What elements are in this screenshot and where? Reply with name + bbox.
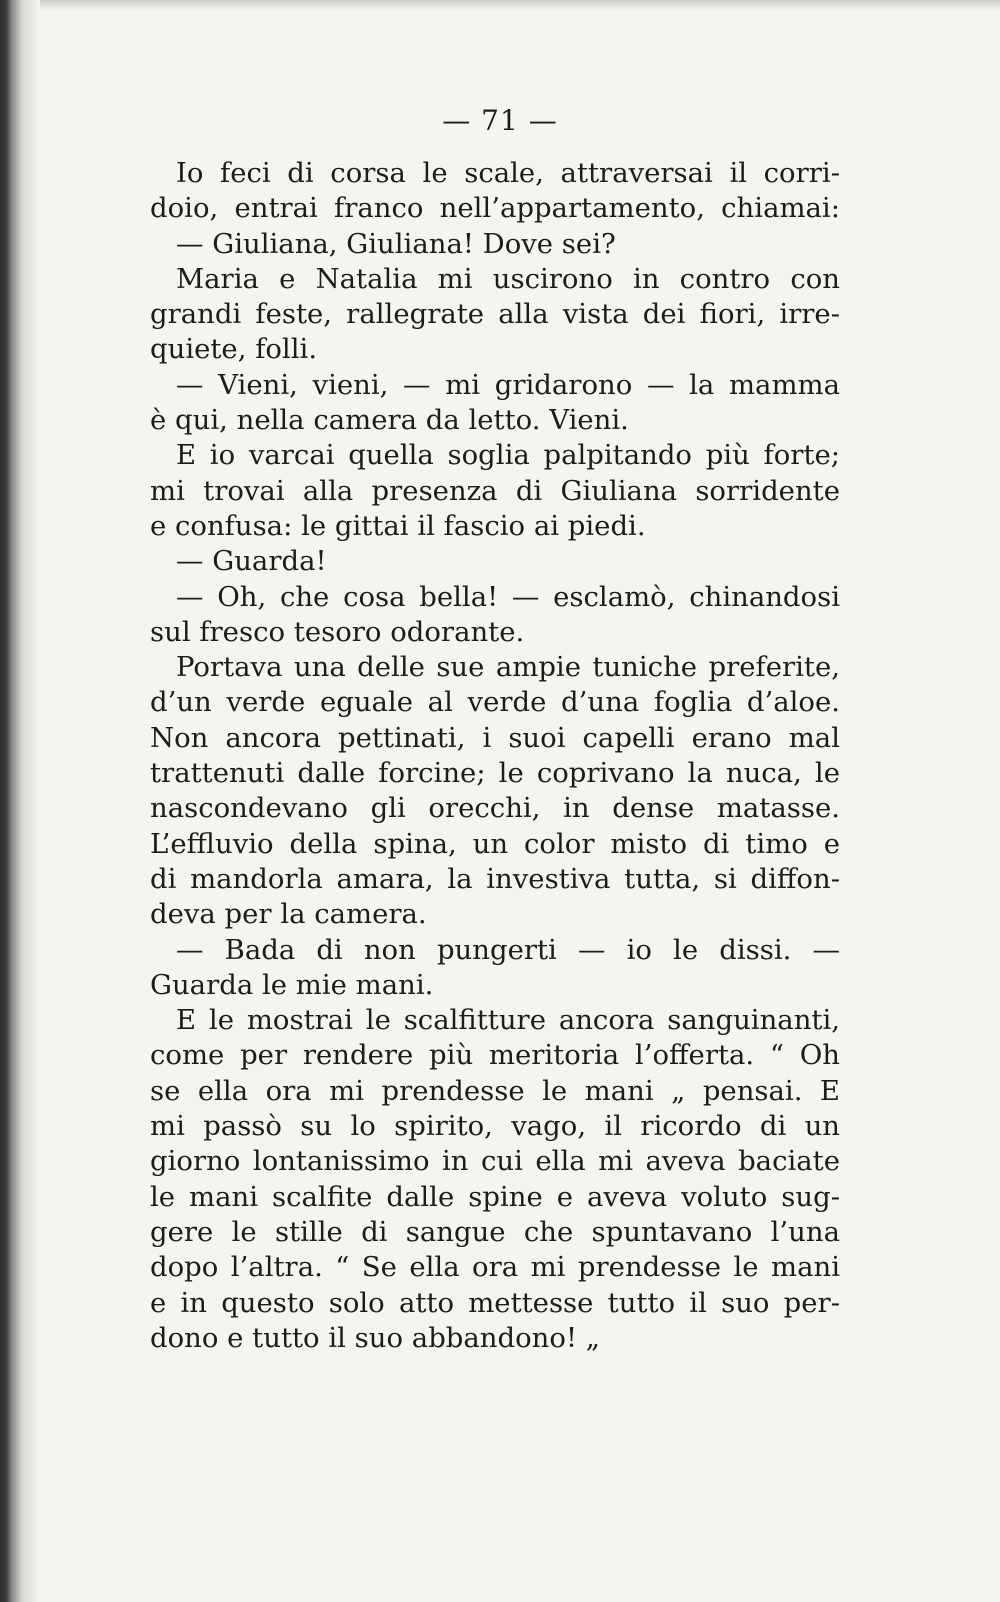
text-line: dopo l’altra. “ Se ella ora mi prendesse le mani <box>150 1251 840 1284</box>
text-line: — Giuliana, Giuliana! Dove sei? <box>176 227 616 260</box>
text-line: e confusa: le gittai il fascio ai piedi. <box>150 509 646 542</box>
text-line: come per rendere più meritoria l’offerta. “ Oh <box>150 1039 840 1072</box>
text-line: quiete, folli. <box>150 333 318 366</box>
text-line: se ella ora mi prendesse le mani „ pensai. E <box>150 1074 840 1107</box>
text-line: — Bada di non pungerti — io le dissi. — <box>176 933 840 966</box>
text-line: sul fresco tesoro odorante. <box>150 615 525 648</box>
text-line: Portava una delle sue ampie tuniche preferite, <box>176 651 840 684</box>
page-number: — 71 — <box>442 104 558 137</box>
text-line: L’effluvio della spina, un color misto di timo e <box>150 827 840 860</box>
text-line: giorno lontanissimo in cui ella mi aveva baciate <box>150 1145 840 1178</box>
binding-edge <box>0 0 40 1602</box>
body-text <box>150 156 840 1356</box>
text-line: — Oh, che cosa bella! — esclamò, chinandosi <box>176 580 840 613</box>
text-line: — Guarda! <box>176 545 327 578</box>
text-line: trattenuti dalle forcine; le coprivano la nuca, le <box>150 757 840 790</box>
text-line: Maria e Natalia mi uscirono in contro con <box>176 262 840 295</box>
text-line: — Vieni, vieni, — mi gridarono — la mamma <box>176 368 840 401</box>
text-line: mi trovai alla presenza di Giuliana sorridente <box>150 474 840 507</box>
page-top-shadow <box>40 0 1000 10</box>
text-line: e in questo solo atto mettesse tutto il suo per- <box>150 1286 840 1319</box>
text-line: mi passò su lo spirito, vago, il ricordo di un <box>150 1110 840 1143</box>
text-line: di mandorla amara, la investiva tutta, si diffon- <box>150 862 840 895</box>
text-line: grandi feste, rallegrate alla vista dei fiori, irre- <box>150 298 840 331</box>
text-line: d’un verde eguale al verde d’una foglia d’aloe. <box>150 686 840 719</box>
text-line: dono e tutto il suo abbandono! „ <box>150 1321 600 1354</box>
text-line: nascondevano gli orecchi, in dense matasse. <box>150 792 840 825</box>
text-line: Guarda le mie mani. <box>150 968 434 1001</box>
text-line: doio, entrai franco nell’appartamento, chiamai: <box>150 192 840 225</box>
text-line: gere le stille di sangue che spuntavano l’una <box>150 1215 840 1248</box>
text-line: è qui, nella camera da letto. Vieni. <box>150 404 629 437</box>
text-line: Non ancora pettinati, i suoi capelli erano mal <box>150 721 840 754</box>
text-line: deva per la camera. <box>150 898 427 931</box>
text-line: E io varcai quella soglia palpitando più forte; <box>176 439 840 472</box>
text-line: le mani scalfite dalle spine e aveva voluto sug- <box>150 1180 840 1213</box>
text-line: E le mostrai le scalfitture ancora sanguinanti, <box>176 1004 840 1037</box>
text-line: Io feci di corsa le scale, attraversai il corri- <box>176 157 840 189</box>
